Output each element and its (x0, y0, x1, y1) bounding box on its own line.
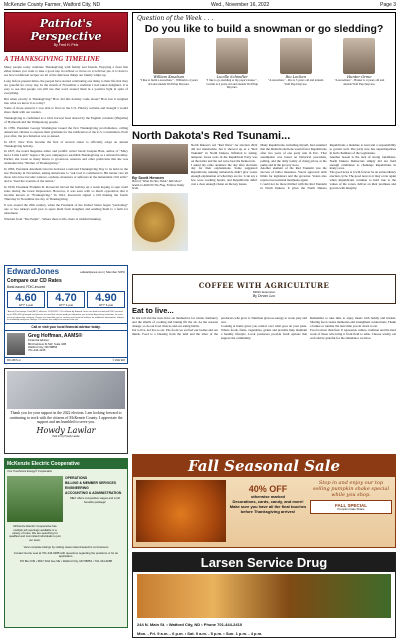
rate-term: APY* 2-year (58, 304, 74, 307)
store-photo (137, 574, 391, 618)
author-byline (132, 144, 188, 272)
respondent-photo (280, 38, 312, 74)
tsunami-body (191, 144, 396, 272)
mc-header (5, 459, 127, 469)
timeline-heading: A THANKSGIVING TIMELINE (4, 55, 100, 63)
pumpkin-image (136, 480, 226, 542)
fall-sale-ad (132, 454, 396, 548)
respondent (140, 38, 198, 90)
mc-address: PO Box 649 • 3817 23rd Ave NE • Watford City, ND 58854 • 701-444-9288 (20, 559, 112, 564)
author-photo (132, 144, 188, 174)
advisor-phone[interactable]: 701-444-4145 (28, 348, 46, 353)
candidate-photo (7, 371, 125, 409)
mckenzie-electric-ad (4, 458, 128, 628)
mc-benefits: MEC offers competitive wages and a full benefits package! (70, 496, 120, 504)
larsen-hours (133, 629, 395, 638)
fall-special-box (310, 500, 392, 514)
edward-jones-ad (4, 265, 128, 364)
patriots-byline: By Fred H. Pels (53, 43, 79, 47)
article-paragraph: Many Republicans, including myself, had assumed that the midterm elections would favor Republicans after two years of one party rule in D.C. That assumption was based on historical precedent, polling, and the daily reality of rising prices at the pump and in the grocery store. (260, 144, 327, 167)
timeline-paragraph: Some of those answers I was able to find on the U.S. History website and thought I would share them with our readers. (4, 106, 128, 115)
larsen-title: Larsen Service Drug (133, 553, 395, 572)
ej-code: FDI-1867L-A (7, 359, 21, 363)
mc-listings[interactable]: View complete listings by visiting www.mckenzieelectric.com/careers (23, 545, 109, 550)
signature: Howdy Lawlar (36, 425, 96, 435)
coffee-title: COFFEE WITH AGRICULTURE (198, 280, 330, 290)
timeline-paragraph: In 1827, the noted magazine editor and prolific writer Sarah Josepha Hale, author of "Mary had a Little Lamb" began a 36-year campaign to establish Thanksgiving as a national holiday. Earlier, she wrote so many letters to governors, senators and other politicians that she was nicknamed the "Mother of Thanksgiving." (4, 149, 128, 166)
left-column (4, 12, 128, 640)
right-column (132, 12, 396, 640)
sale-description: Decorations, cards, candy, and more! Make sure you have all the final touches before Thanksgiving arrives! (229, 499, 307, 514)
tsunami-article (132, 144, 396, 272)
respondent-photo (153, 38, 185, 74)
patriots-title: Patriot's Perspective (30, 17, 102, 43)
mc-department: OPERATIONS (65, 476, 88, 481)
ej-subtitle: Compare our CD Rates (7, 278, 62, 284)
timeline-paragraph: In 1817, New York became the first of several states to officially adopt an annual Thanksgiving holiday. (4, 139, 128, 148)
article-paragraph: I asked my radio audience the day after elections day for their explanations. Some suggested Republicans running nationwide didn't give voters enough explanation of what they are for. I can say a few were working harder, and Republicans didn't cast a clear enough vision on the key issues. (191, 162, 258, 187)
page-number: Page 3 (380, 2, 396, 8)
rate-box (87, 291, 125, 308)
discount-note: otherwise marked (250, 494, 285, 499)
article-paragraph: The good news is it will forever be an extraordinary election cycle. The good news is it may occur again when Republicans continue to hold true to the values of the voters, deliver on their promises and govern with integrity. (329, 170, 396, 190)
lineman-photo (7, 476, 63, 522)
mc-grid (5, 474, 127, 545)
mc-contact: Contact Gerrie Leet at 701-444-9288 with questions regarding the positions or for an application. (13, 550, 119, 559)
thank-you-ad (4, 368, 128, 454)
article-paragraph: I could not be more thrilled with the Red Tsunami in North Dakota. It gives the North Dakota Republicans a mandate to lead and a responsibility to govern well. The party now has supermajorities in both chambers of the Legislature. (260, 144, 396, 190)
timeline-paragraph: Many people today celebrate Thanksgiving with family and friends. Enjoying a feast that either makes you want to take a good nap in recliner or move on to leftover pie. It is hard to see how traditional recipes we all of the delicious things our family whips up. (4, 65, 128, 78)
rate-box (47, 291, 85, 308)
respondent-photo (216, 38, 248, 74)
mc-tagline: Your Touchstone Energy® Cooperative (7, 470, 52, 474)
mc-department: BILLING & MEMBER SERVICES (65, 481, 116, 486)
advisor-address-1: 804 Fairview St SW, Suite 10B (28, 341, 67, 346)
qow-label: Question of the Week . . . (137, 15, 214, 22)
respondent-answer: "I like to build a snowman." - William is 4 years old and attends Wolf Pup Daycare. (139, 78, 198, 86)
discount-percent: 40% OFF (248, 484, 288, 494)
larsen-hours-text: Mon. - Fri. 9 a.m. - 6 p.m. • Sat. 9 a.m. - 5 p.m. • Sun. 1 p.m. - 4 p.m. (137, 631, 263, 636)
article-paragraph: Remember to take time to enjoy meals with family and friends. Sharing food creates memories and strengthens connections. Thank a farmer or rancher the next time you sit down to eat. (310, 317, 396, 328)
rate-term: APY* 1-year (18, 304, 34, 307)
timeline-paragraph: But when exactly is Thanksgiving? How did this holiday come about? How has it weighed into what we know it as today? (4, 96, 128, 105)
respondent-answer: "I like to go sledding at my papa's house." - Lucille is 4 years old and attends Wolf Pup Daycare. (206, 78, 259, 90)
ej-fine-print: *Annual Percentage Yield (APY) effective 11/10/2022. CDs offered by Edward Jones are bank-issued and FDIC-insured up to $250,000 (principal and interest accrued but not yet paid) per depositor, per insured depository institution, for each account ownership category. Please visit www.fdic.gov or contact your financial advisor for additional information. Subject to availability and price change. CD values are subject to interest rate risk. (7, 311, 125, 322)
timeline-paragraph: In 1789, President George Washington issued the first Thanksgiving proclamation, calling Americans citizens to express their gratitude for the ratification of the U.S. Constitution. Each year after, the proclamation was re-issued. (4, 125, 128, 138)
fall-sale-title: Fall Seasonal Sale (133, 455, 395, 477)
rate-value: 4.70 (55, 292, 77, 304)
ej-footer (5, 357, 127, 363)
mc-department: ACCOUNTING & ADMINISTRATION (65, 491, 122, 496)
advisor-address-2: Watford City, ND 58854 (28, 345, 58, 349)
ej-website[interactable]: edwardjones.com | Member SIPC (80, 269, 125, 274)
rate-value: 4.90 (95, 292, 117, 304)
patriots-banner (4, 12, 128, 52)
fall-special-desc: Pumpkin Cake Shake (337, 507, 365, 511)
ej-logo: EdwardJones (7, 267, 60, 276)
rate-value: 4.60 (15, 292, 37, 304)
timeline-paragraph: Long before present times, the people have started celebrating one thing to their life that they are grateful for every day. In the month of November a tradition I had taken delighted. It is easy to see that people can still use that word around them in a positive light in spite of everything. (4, 78, 128, 96)
eat-local-body (132, 317, 396, 417)
mc-name: McKenzie Electric Cooperative (7, 461, 80, 468)
question-of-week (132, 12, 396, 126)
north-dakota-map (132, 193, 188, 251)
respondent (330, 38, 388, 90)
respondent-name: Lucille Schindler (216, 75, 248, 79)
larsen-address (133, 620, 395, 629)
coffee-with-ag-banner (132, 274, 396, 304)
qow-question: Do you like to build a snowman or go sledding? (144, 23, 384, 35)
article-paragraph: Another reason is the lack of strong candidates. North Dakota Democrats simply did not field enough candidates to challenge Republicans in many races. (329, 154, 396, 171)
tsunami-headline: North Dakota's Red Tsunami... (132, 130, 291, 142)
ej-header (5, 266, 127, 277)
rate-box (7, 291, 45, 308)
paper-date: Wed., November 16, 2022 (211, 2, 270, 8)
paper-title: McKenzie County Farmer, Watford City, ND (4, 2, 101, 8)
thank-you-text: Thank you for your support in the 2022 election. I am looking forward to continuing to work with the citizens of McKenzie County. I appreciate the support and am humbled to serve you. (9, 411, 123, 425)
fall-sale-content (133, 477, 395, 545)
mc-intro: McKenzie Electric Cooperative has multiple job openings available in a variety of roles. We are searching for qualified and committed individuals to join our team. (9, 524, 61, 542)
timeline-paragraph: It was around the 20th century, when the President of the United States began "pardoning" one or two turkeys each year to spare them from slaughter and sending them to a farm for retirement. (4, 202, 128, 215)
respondent-name: Hunter Orme (347, 75, 372, 79)
ej-subtitle2: Bank-issued, FDIC-insured (7, 285, 46, 289)
page-header (4, 2, 396, 10)
ej-call-to-action: Call or visit your local financial advisor today. (5, 323, 127, 330)
ej-copyright: © 2022 EDI (112, 359, 125, 363)
fall-special-title: FALL SPECIAL (335, 503, 367, 508)
article-paragraph: Cooking at home gives you control over what goes on your plate. Whole foods, fruits, vegetables, grains and proteins help maintain a healthy lifestyle. Local producers provide fresh options that support the community. (221, 323, 307, 340)
larsen-drug-ad (132, 552, 396, 638)
qow-respondents (133, 38, 395, 90)
author-info: Host of "What Do You Think? Talk Show" heard on AM1100 The Flag. Follows Today Scott. (132, 179, 185, 191)
timeline-paragraph: Wisdom from "The Pulpit" - Where there is life, there is wishful thinking. (4, 216, 102, 221)
rate-term: APY* 3-year (98, 304, 114, 307)
author-name: By Scott Hennen (132, 175, 165, 180)
eat-local-section (132, 274, 396, 417)
respondent (267, 38, 325, 90)
article-paragraph: North Dakota's red "Red Wave" for election 2022 did not materialize, but it showed up as a "Red Tsunami" in North Dakota. Inflation is taxing, tampons. Grass roots in the Republican Party was on the ballot and the red wave beat the Democrats. (191, 144, 258, 163)
timeline-body (4, 65, 128, 261)
respondent-photo (343, 38, 375, 74)
advisor-title: Financial Advisor (28, 338, 50, 343)
timeline-paragraph: In 1863, President Abraham Lincoln declared a national Thanksgiving Day to be held on the last Thursday in November, asking Americans to "ask God to commend to His tender care all those who have become widows, orphans, mourners or sufferers in the lamentable civil strife" and to "heal the wounds of the nation." (4, 167, 128, 184)
advisor-photo (7, 333, 25, 355)
timeline-paragraph: In 1939, President Franklin D. Roosevelt moved the holiday up a week hoping to spur retail sales during the Great Depression. However, it was seen with so much opposition that it became known as "Franksgiving." In 1941, Roosevelt signed a bill making the fourth Thursday in November the day of Thanksgiving. (4, 184, 128, 202)
respondent-name: Rio Lochen (285, 75, 306, 79)
coffee-byline: By Devan Leo (252, 293, 276, 298)
respondent (203, 38, 261, 90)
article-paragraph: Eat to live, not live to eat. The foods we eat fuel our bodies and our minds. Food is a blessing from the land and the labor of the producers who grow it. Nutrition gives us energy to work, play and rest. (132, 317, 307, 336)
article-paragraph: Food is more than fuel. It represents culture, tradition and the hard work of those who bring it from field to table. Choose wisely, eat well and be grateful for the abundance we have. (310, 327, 396, 340)
mc-department: ENGINEERING (65, 486, 89, 491)
advisor-name: Greg Hoffman, AAMS® (28, 333, 83, 340)
respondent-name: William Knudson (153, 75, 185, 79)
eat-local-heading: Eat to live... (132, 306, 174, 315)
paid-for-disclaimer: Paid for by Howdy Lawlar (52, 434, 80, 438)
rate-list (5, 289, 127, 310)
shake-promo: Stop in and enjoy our top selling pumpkin shake special while you shop. (312, 480, 390, 498)
article-paragraph: In late fall and the trees have set themselves for winter dormancy and the smells of cooking and baking fill the air. As the seasons change, so do our food choices and our eating habits. (132, 317, 218, 328)
coffee-org: NDSU Extension (252, 289, 276, 294)
article-paragraph: Another element of the Red Tsunami was the success of ballot measures. Voters approved term limits for legislators and the governor. Voters also rejected recreational marijuana again. (260, 166, 327, 183)
respondent-answer: "A snowman." - Hunter is 4 years old and attends Wolf Pup Daycare. (334, 78, 385, 86)
timeline-paragraph: Thanksgiving is confirmed as a 1621 harvest feast shared by the English colonists (Pilgrims) of Plymouth and the Wampanoag people. (4, 116, 128, 125)
respondent-answer: "A snowman." - Rio is 3 years old and attends Wolf Pup Daycare. (268, 78, 324, 86)
advisor-card (5, 330, 127, 357)
larsen-address-text: 244 N. Main St. • Watford City, ND • Phone 701-444-2410 (137, 622, 243, 627)
